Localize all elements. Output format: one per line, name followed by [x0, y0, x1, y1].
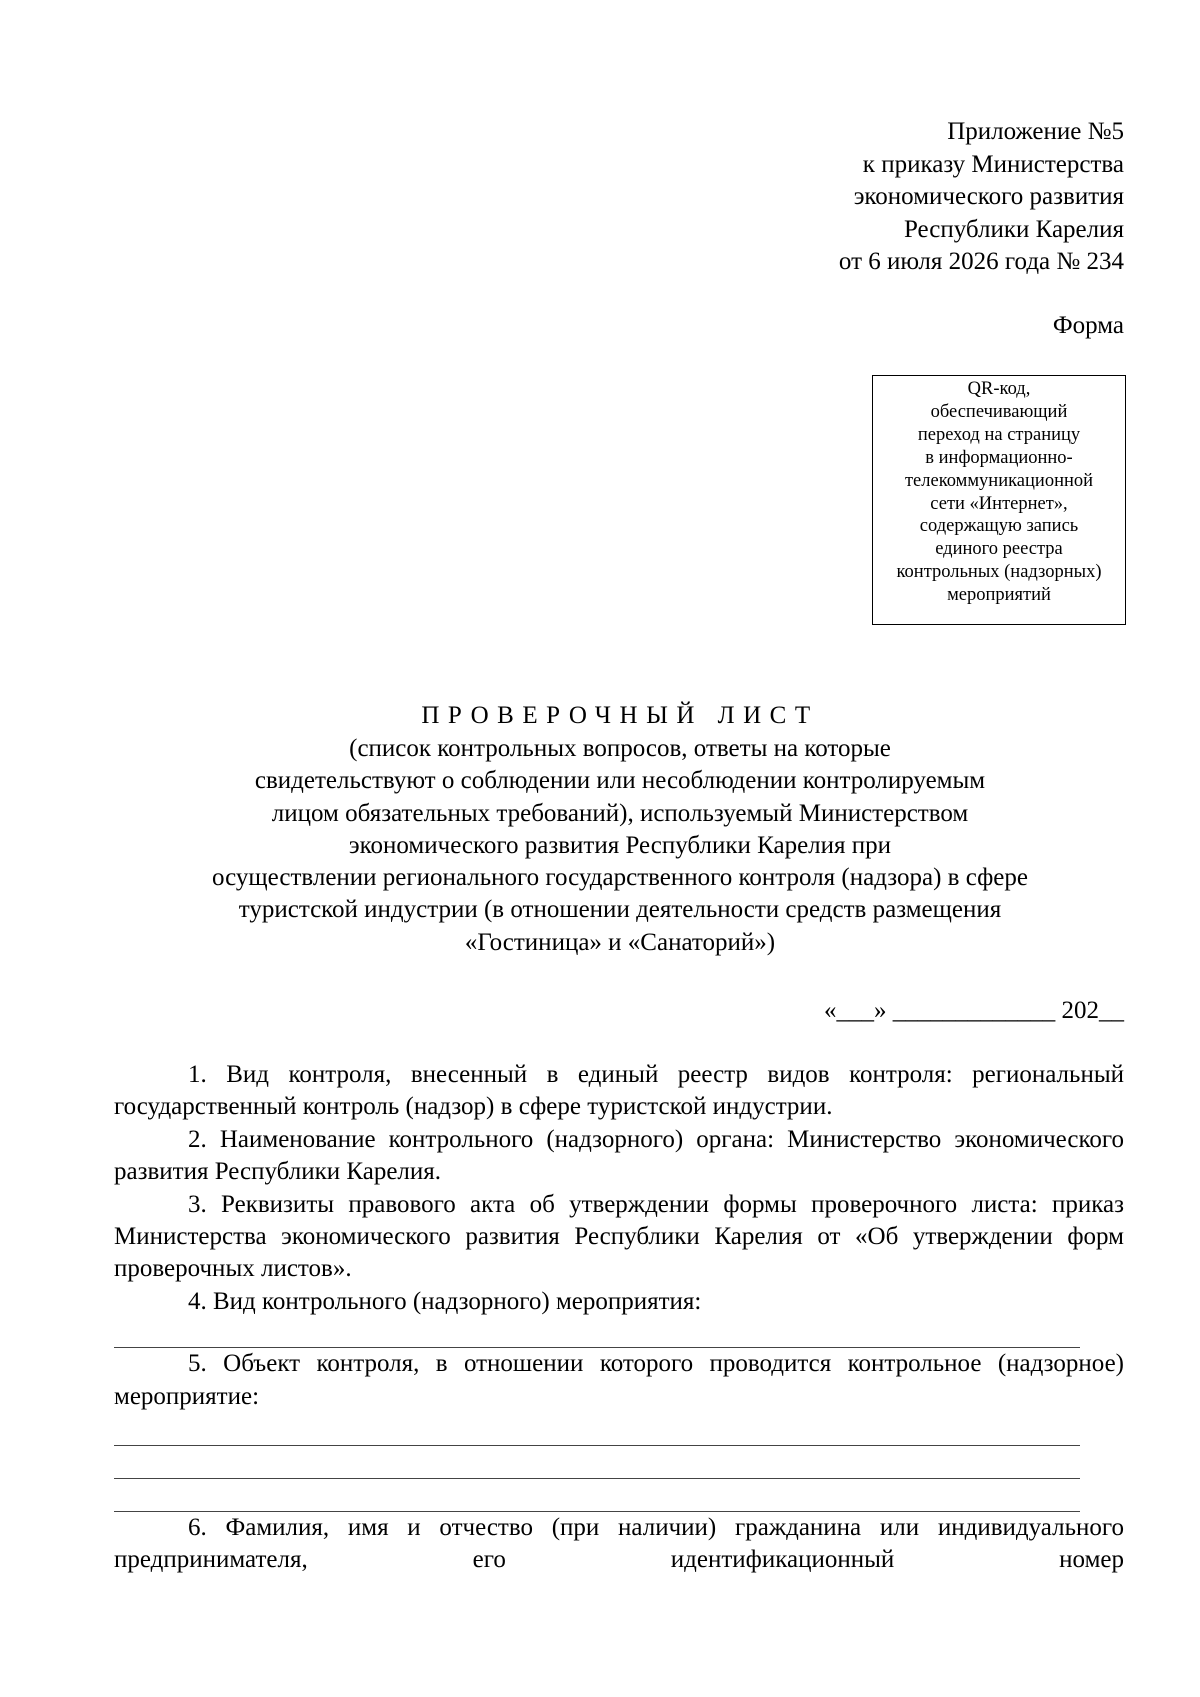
- blank-fill-line: [114, 1479, 1080, 1512]
- date-field: «___» _____________ 202__: [824, 997, 1124, 1024]
- qr-box-line: переход на страницу: [917, 424, 1081, 445]
- subtitle-line: лицом обязательных требований), используемый Министерством: [271, 799, 969, 827]
- item-citizen-name: 6. Фамилия, имя и отчество (при наличии) гражданина или индивидуального предпринимателя, его идентификационный номер: [114, 1514, 1124, 1574]
- qr-box-line: в информационно-: [925, 447, 1073, 468]
- qr-box-line: контрольных (надзорных): [896, 562, 1102, 583]
- qr-box-line: QR-код,: [967, 379, 1031, 399]
- item-legal-act: 3. Реквизиты правового акта об утверждении формы проверочного листа: приказ Министерства экономического развития Республики Карелия от «Об утверждении форм проверочных листов».: [114, 1190, 1124, 1283]
- appendix-line: от 6 июля 2026 года № 234: [838, 248, 1124, 276]
- item-event-type: 4. Вид контрольного (надзорного) мероприятия:: [188, 1287, 702, 1315]
- item-control-object: 5. Объект контроля, в отношении которого проводится контрольное (надзорное) мероприятие:: [114, 1350, 1124, 1410]
- appendix-header: [524, 116, 1124, 279]
- blank-fill-line: [114, 1318, 1080, 1348]
- item-control-type: 1. Вид контроля, внесенный в единый реестр видов контроля: региональный государственный контроль (надзор) в сфере туристской индустрии.: [114, 1061, 1124, 1121]
- document-subtitle: [0, 733, 1200, 959]
- subtitle-line: туристской индустрии (в отношении деятельности средств размещения: [238, 896, 1002, 924]
- subtitle-line: экономического развития Республики Карелия при: [348, 831, 892, 859]
- qr-code-placeholder-box: [872, 375, 1126, 625]
- appendix-line: к приказу Министерства: [862, 150, 1124, 178]
- document-title: ПРОВЕРОЧНЫЙ ЛИСТ: [421, 702, 819, 729]
- subtitle-line: свидетельствуют о соблюдении или несоблюдении контролируемым: [254, 767, 986, 795]
- blank-fill-line: [114, 1413, 1080, 1446]
- form-label: Форма: [1052, 312, 1124, 339]
- document-body: [114, 1059, 1124, 1577]
- appendix-line: Республики Карелия: [903, 215, 1124, 243]
- blank-fill-line: [114, 1446, 1080, 1479]
- subtitle-line: (список контрольных вопросов, ответы на которые: [349, 735, 891, 762]
- qr-box-line: единого реестра: [935, 539, 1063, 560]
- item-control-body: 2. Наименование контрольного (надзорного) органа: Министерство экономического развития Республики Карелия.: [114, 1125, 1124, 1186]
- appendix-line: экономического развития: [853, 183, 1124, 211]
- qr-box-line: мероприятий: [947, 585, 1051, 606]
- qr-box-line: сети «Интернет»,: [930, 493, 1068, 514]
- qr-box-line: содержащую запись: [919, 516, 1079, 537]
- qr-box-line: телекоммуникационной: [904, 470, 1094, 491]
- subtitle-line: «Гостиница» и «Санаторий»): [464, 928, 776, 956]
- qr-box-line: обеспечивающий: [930, 401, 1068, 422]
- subtitle-line: осуществлении регионального государственного контроля (надзора) в сфере: [211, 864, 1028, 892]
- appendix-line: Приложение №5: [947, 118, 1124, 145]
